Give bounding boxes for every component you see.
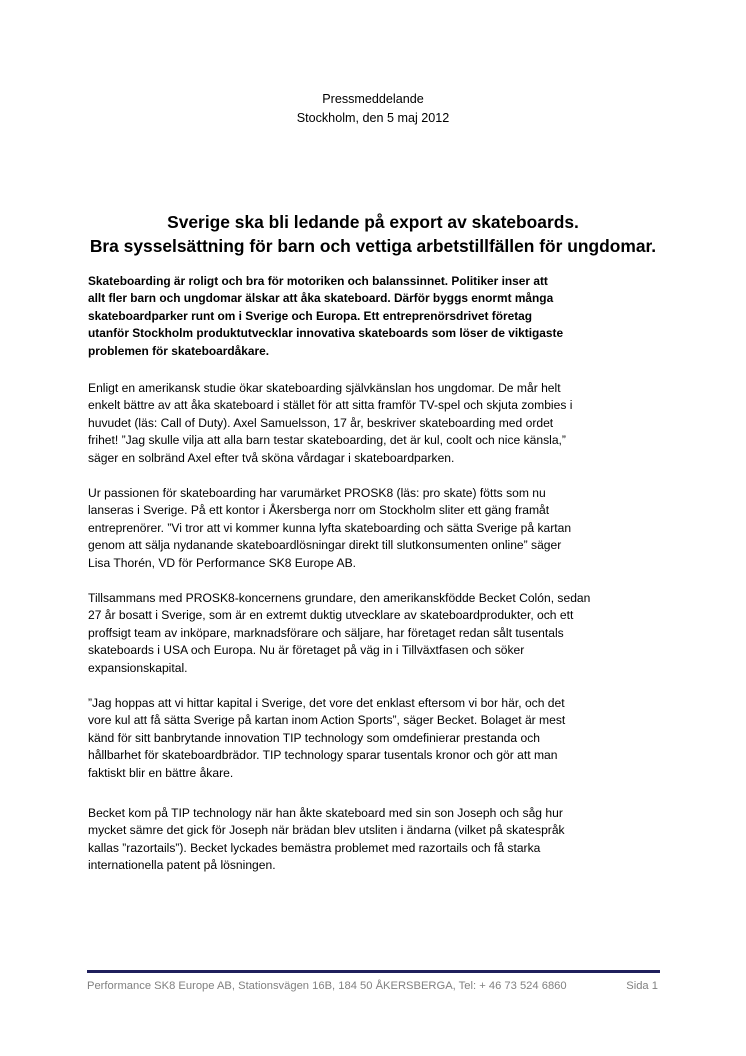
body-paragraph-4 [88,695,668,782]
press-release-label: Pressmeddelande [322,92,424,106]
paragraph-line: enkelt bättre av att åka skateboard i stället för att sitta framför TV-spel och skjuta zombies i [88,398,573,413]
lead-line: utanför Stockholm produktutvecklar innovativa skateboards som löser de viktigaste [88,326,564,341]
footer-rule [87,970,660,973]
body-paragraph-3 [88,590,668,677]
paragraph-line: känd för sitt banbrytande innovation TIP technology som omdefinierar prestanda och [88,730,540,745]
page-number: Sida 1 [626,980,658,992]
footer-company-address: Performance SK8 Europe AB, Stationsvägen 16B, 184 50 ÅKERSBERGA, Tel: + 46 73 524 6860 [87,980,567,992]
paragraph-line: 27 år bosatt i Sverige, som är en extremt duktig utvecklare av skateboardprodukter, och ett [88,608,574,623]
paragraph-line: entreprenörer. ”Vi tror att vi kommer kunna lyfta skateboarding och sätta Sverige på kartan [88,520,572,535]
paragraph-line: hållbarhet för skateboardbrädor. TIP technology sparar tusentals kronor och gör att man [88,748,558,763]
paragraph-line: proffsigt team av inköpare, marknadsförare och säljare, har företaget redan sålt tusentals [88,625,564,640]
paragraph-line: vore kul att få sätta Sverige på kartan inom Action Sports”, säger Becket. Bolaget är mest [88,713,566,728]
paragraph-line: kallas ”razortails”). Becket lyckades bemästra problemet med razortails och få starka [88,840,541,855]
lead-line: problemen för skateboardåkare. [88,343,270,358]
lead-line: allt fler barn och ungdomar älskar att åka skateboard. Därför byggs enormt många [88,291,554,306]
paragraph-line: Enligt en amerikansk studie ökar skateboarding självkänslan hos ungdomar. De mår helt [88,381,561,395]
title-line-1: Sverige ska bli ledande på export av skateboards. [167,212,579,232]
lead-paragraph [88,273,668,360]
paragraph-line: genom att sälja nydanande skateboardlösningar direkt till slutkonsumenten online” säger [88,538,562,553]
document-title [0,210,746,258]
paragraph-line: Becket kom på TIP technology när han åkte skateboard med sin son Joseph och såg hur [88,806,563,820]
lead-line: skateboardparker runt om i Sverige och Europa. Ett entreprenörsdrivet företag [88,308,533,323]
paragraph-line: ”Jag hoppas att vi hittar kapital i Sverige, det vore det enklast eftersom vi bor här, och det [88,696,565,710]
body-paragraph-1 [88,380,668,467]
paragraph-line: frihet! ”Jag skulle vilja att alla barn testar skateboarding, det är kul, coolt och nice känsla,” [88,433,566,448]
paragraph-line: Tillsammans med PROSK8-koncernens grundare, den amerikanskfödde Becket Colón, sedan [88,591,591,605]
press-header [0,90,746,128]
paragraph-line: faktiskt blir en bättre åkare. [88,765,234,780]
page-footer [87,979,660,994]
paragraph-line: skateboards i USA och Europa. Nu är företaget på väg in i Tillväxtfasen och söker [88,643,525,658]
paragraph-line: Ur passionen för skateboarding har varumärket PROSK8 (läs: pro skate) fötts som nu [88,486,546,500]
paragraph-line: Lisa Thorén, VD för Performance SK8 Europe AB. [88,555,356,570]
paragraph-line: lanseras i Sverige. På ett kontor i Åkersberga norr om Stockholm sliter ett gäng framåt [88,503,550,518]
title-line-2: Bra sysselsättning för barn och vettiga arbetstillfällen för ungdomar. [89,236,657,256]
body-paragraph-2 [88,485,668,572]
paragraph-line: säger en solbränd Axel efter två sköna vårdagar i skateboardparken. [88,450,455,465]
place-date: Stockholm, den 5 maj 2012 [296,111,450,125]
paragraph-line: internationella patent på lösningen. [88,858,276,873]
paragraph-line: expansionskapital. [88,660,188,675]
paragraph-line: huvudet (läs: Call of Duty). Axel Samuelsson, 17 år, beskriver skateboarding med ordet [88,415,554,430]
lead-line: Skateboarding är roligt och bra för motoriken och balanssinnet. Politiker inser att [88,274,548,288]
paragraph-line: mycket sämre det gick för Joseph när brädan blev utsliten i ändarna (vilket på skatespråk [88,823,565,838]
body-paragraph-5 [88,805,668,875]
